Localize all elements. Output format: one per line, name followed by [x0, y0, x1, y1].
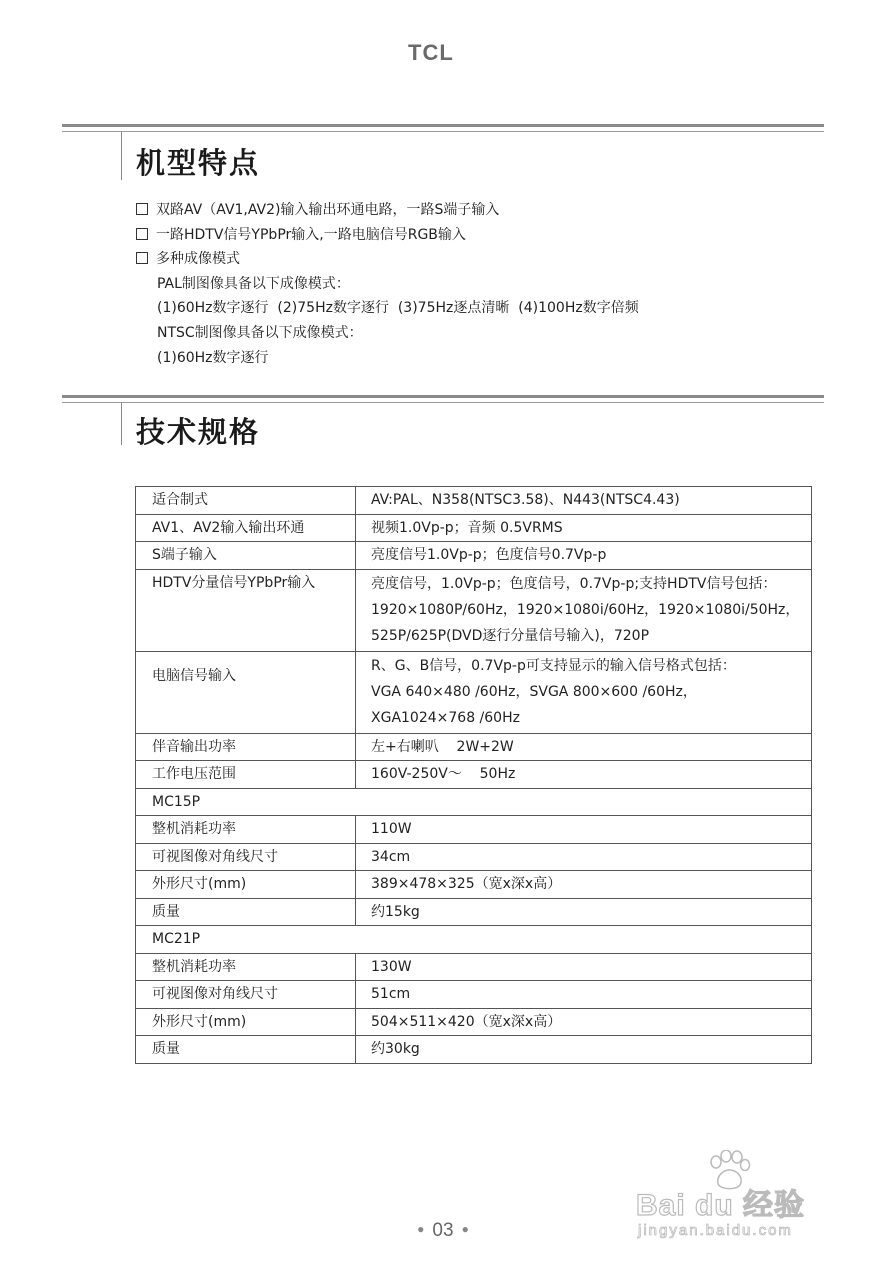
- feature-item: 一路HDTV信号YPbPr输入,一路电脑信号RGB输入: [136, 223, 836, 248]
- spec-value: 左+右喇叭 2W+2W: [356, 733, 812, 761]
- feature-subline: (1)60Hz数字逐行 (2)75Hz数字逐行 (3)75Hz逐点清晰 (4)100Hz数字倍频: [157, 300, 639, 317]
- page-number-value: 03: [432, 1220, 454, 1241]
- model-header-row: [136, 926, 812, 954]
- spec-value: 约15kg: [356, 898, 812, 926]
- spec-value-line: XGA1024×768 /60Hz: [371, 709, 520, 726]
- spec-value-line: 525P/625P(DVD逐行分量信号输入)，720P: [371, 627, 650, 644]
- spec-value: 130W: [356, 953, 812, 981]
- checkbox-icon: [136, 203, 148, 215]
- spec-label: 质量: [136, 898, 356, 926]
- table-row: [136, 733, 812, 761]
- section-rule-bottom: [62, 131, 824, 132]
- spec-value: AV:PAL、N358(NTSC3.58)、N443(NTSC4.43): [356, 487, 812, 515]
- model-name: MC15P: [136, 788, 812, 816]
- table-row: [136, 514, 812, 542]
- spec-label: 适合制式: [136, 487, 356, 515]
- feature-subline: (1)60Hz数字逐行: [157, 349, 269, 366]
- feature-item: 多种成像模式: [136, 247, 836, 272]
- watermark-url: jingyan.baidu.com: [638, 1222, 793, 1239]
- specs-table: [135, 486, 812, 1064]
- feature-subline: NTSC制图像具备以下成像模式：: [157, 324, 363, 341]
- spec-value: 约30kg: [356, 1036, 812, 1064]
- features-title: 机型特点: [136, 146, 261, 180]
- section-rule-bottom: [62, 402, 824, 403]
- spec-label: 整机消耗功率: [136, 816, 356, 844]
- spec-value-line: R、G、B信号，0.7Vp-p可支持显示的输入信号格式包括：: [371, 657, 736, 674]
- bullet-icon: ●: [461, 1222, 469, 1236]
- spec-value: 160V-250V～ 50Hz: [356, 761, 812, 789]
- spec-label: 质量: [136, 1036, 356, 1064]
- table-row: [136, 542, 812, 570]
- table-row: [136, 843, 812, 871]
- tcl-logo: TCL: [408, 40, 454, 65]
- spec-value: 389×478×325（宽x深x高）: [356, 871, 812, 899]
- table-row: [136, 816, 812, 844]
- spec-value-line: VGA 640×480 /60Hz，SVGA 800×600 /60Hz，: [371, 683, 697, 700]
- spec-label: HDTV分量信号YPbPr输入: [136, 569, 356, 651]
- spec-label: 工作电压范围: [136, 761, 356, 789]
- spec-label: 电脑信号输入: [136, 651, 356, 733]
- spec-value: [356, 569, 812, 651]
- table-row: [136, 1036, 812, 1064]
- spec-value: 504×511×420（宽x深x高）: [356, 1008, 812, 1036]
- spec-value-line: 1920×1080P/60Hz，1920×1080i/60Hz，1920×1080i/50Hz，: [371, 601, 800, 618]
- watermark-brand: Bai du 经验: [636, 1189, 806, 1222]
- spec-value: [356, 651, 812, 733]
- spec-value-line: 亮度信号，1.0Vp-p；色度信号，0.7Vp-p;支持HDTV信号包括：: [371, 575, 777, 592]
- model-header-row: [136, 788, 812, 816]
- table-row: [136, 569, 812, 651]
- spec-label: 可视图像对角线尺寸: [136, 981, 356, 1009]
- spec-label: 伴音输出功率: [136, 733, 356, 761]
- table-row: [136, 761, 812, 789]
- table-row: [136, 651, 812, 733]
- spec-value: 51cm: [356, 981, 812, 1009]
- spec-label: AV1、AV2输入输出环通: [136, 514, 356, 542]
- table-row: [136, 898, 812, 926]
- feature-subline: PAL制图像具备以下成像模式：: [157, 275, 350, 292]
- spec-label: 外形尺寸(mm): [136, 1008, 356, 1036]
- checkbox-icon: [136, 252, 148, 264]
- section-title-bar: [121, 132, 122, 180]
- spec-label: 可视图像对角线尺寸: [136, 843, 356, 871]
- table-row: [136, 871, 812, 899]
- section-rule-top: [62, 395, 824, 398]
- section-title-bar: [121, 403, 122, 445]
- spec-value: 110W: [356, 816, 812, 844]
- spec-value: 34cm: [356, 843, 812, 871]
- spec-value: 视频1.0Vp-p；音频 0.5VRMS: [356, 514, 812, 542]
- table-row: [136, 953, 812, 981]
- model-name: MC21P: [136, 926, 812, 954]
- spec-label: S端子输入: [136, 542, 356, 570]
- table-row: [136, 981, 812, 1009]
- section-rule-top: [62, 124, 824, 127]
- specs-title: 技术规格: [136, 415, 261, 449]
- feature-item: 双路AV（AV1,AV2)输入输出环通电路，一路S端子输入: [136, 198, 836, 223]
- checkbox-icon: [136, 228, 148, 240]
- features-list: [136, 198, 836, 370]
- spec-value: 亮度信号1.0Vp-p；色度信号0.7Vp-p: [356, 542, 812, 570]
- page-number: [0, 1220, 886, 1242]
- spec-label: 外形尺寸(mm): [136, 871, 356, 899]
- table-row: [136, 1008, 812, 1036]
- spec-label: 整机消耗功率: [136, 953, 356, 981]
- table-row: [136, 487, 812, 515]
- bullet-icon: ●: [417, 1222, 425, 1236]
